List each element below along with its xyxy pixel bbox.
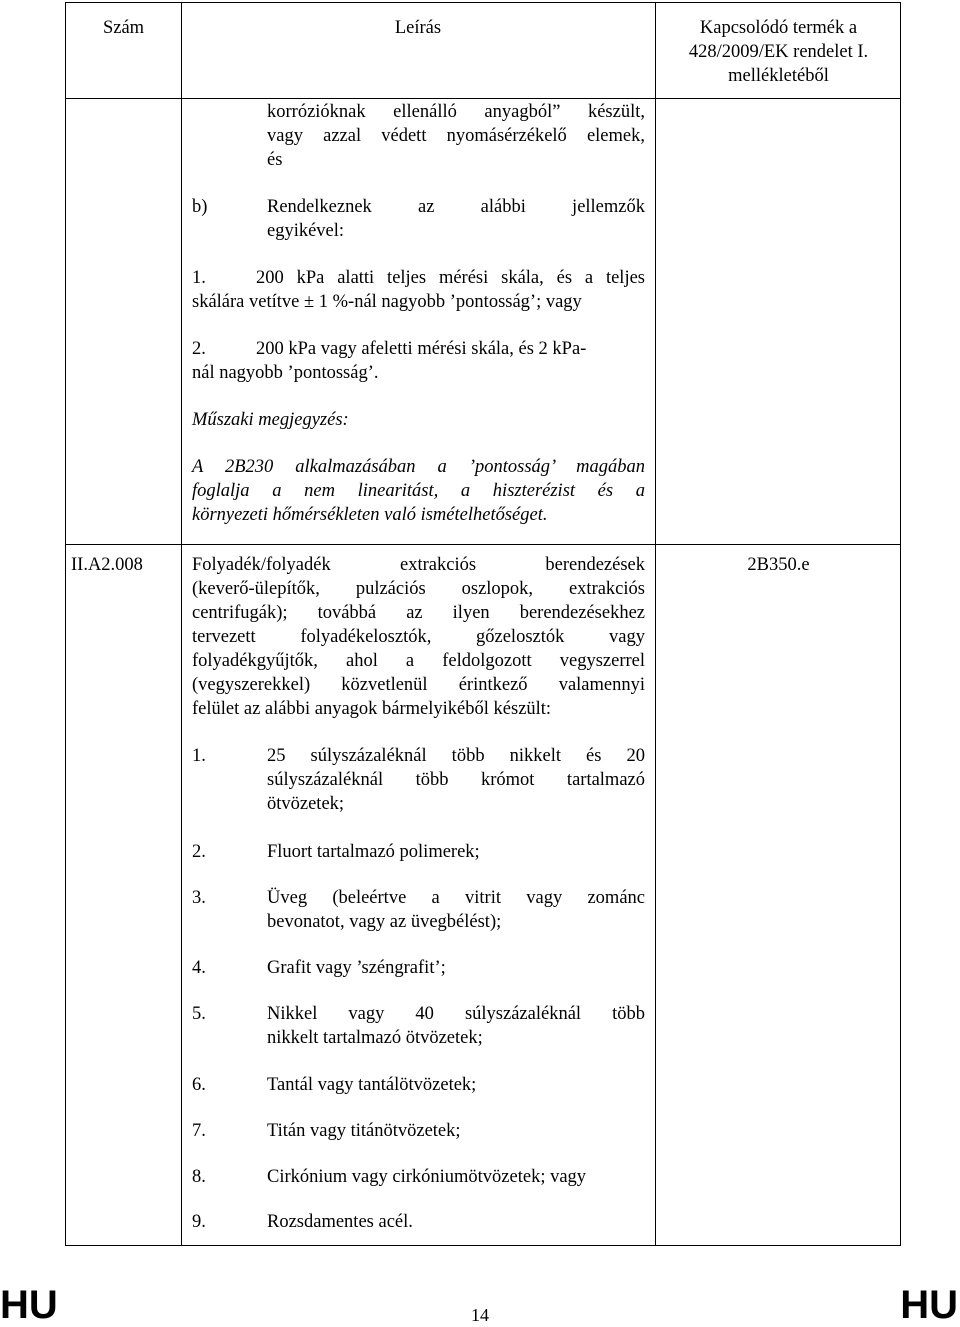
text-line: folyadékgyűjtők, ahol a feldolgozott vegyszerrel bbox=[192, 651, 645, 671]
header-related-line: 428/2009/EK rendelet I. bbox=[688, 42, 869, 62]
header-number: Szám bbox=[102, 18, 145, 38]
text-line: skálára vetítve ± 1 %-nál nagyobb ’pontosság’; vagy bbox=[192, 292, 582, 312]
text-line: felület az alábbi anyagok bármelyikéből készült: bbox=[192, 699, 552, 719]
header-description: Leírás bbox=[394, 18, 442, 38]
list-item-line: Fluort tartalmazó polimerek; bbox=[267, 842, 480, 862]
text-line: (keverő-ülepítők, pulzációs oszlopok, extrakciós bbox=[192, 579, 645, 599]
list-item-line: Tantál vagy tantálötvözetek; bbox=[267, 1075, 477, 1095]
list-item-label: 6. bbox=[192, 1075, 206, 1095]
list-item-label: 7. bbox=[192, 1121, 206, 1141]
list-label-2: 2. bbox=[192, 339, 206, 359]
header-divider bbox=[66, 98, 900, 99]
list-item-line: bevonatot, vagy az üvegbélést); bbox=[267, 912, 502, 932]
text-line: egyikével: bbox=[267, 221, 345, 241]
text-line: nál nagyobb ’pontosság’. bbox=[192, 363, 379, 383]
list-item-line: Rozsdamentes acél. bbox=[267, 1212, 413, 1232]
page-number: 14 bbox=[471, 1305, 489, 1325]
list-item-line: Nikkel vagy 40 súlyszázaléknál több bbox=[267, 1004, 645, 1024]
text-line: Folyadék/folyadék extrakciós berendezések bbox=[192, 555, 645, 575]
entry-number: II.A2.008 bbox=[71, 555, 143, 575]
technical-note-line: környezeti hőmérsékleten való ismételhetőséget. bbox=[192, 505, 548, 525]
list-item-label: 4. bbox=[192, 958, 206, 978]
list-item-line: Titán vagy titánötvözetek; bbox=[267, 1121, 461, 1141]
list-item-line: súlyszázaléknál több krómot tartalmazó bbox=[267, 770, 645, 790]
list-item-line: ötvözetek; bbox=[267, 794, 345, 814]
text-line: 200 kPa alatti teljes mérési skála, és a teljes bbox=[256, 268, 645, 288]
text-line: korrózióknak ellenálló anyagból” készült, bbox=[267, 102, 645, 122]
header-related-line: Kapcsolódó termék a bbox=[699, 18, 858, 38]
text-line: és bbox=[267, 150, 283, 170]
column-divider-1 bbox=[181, 3, 182, 1245]
list-label-b: b) bbox=[192, 197, 208, 217]
text-line: Rendelkeznek az alábbi jellemzők bbox=[267, 197, 645, 217]
text-line: centrifugák); továbbá az ilyen berendezésekhez bbox=[192, 603, 645, 623]
related-product-code: 2B350.e bbox=[747, 555, 810, 575]
list-item-label: 1. bbox=[192, 746, 206, 766]
text-line: tervezett folyadékelosztók, gőzelosztók vagy bbox=[192, 627, 645, 647]
list-item-label: 2. bbox=[192, 842, 206, 862]
list-label-1: 1. bbox=[192, 268, 206, 288]
technical-note-line: A 2B230 alkalmazásában a ’pontosság’ magában bbox=[192, 457, 645, 477]
technical-note-title: Műszaki megjegyzés: bbox=[192, 410, 349, 430]
list-item-line: Cirkónium vagy cirkóniumötvözetek; vagy bbox=[267, 1167, 587, 1187]
text-line: (vegyszerekkel) közvetlenül érintkező valamennyi bbox=[192, 675, 645, 695]
text-line: vagy azzal védett nyomásérzékelő elemek, bbox=[267, 126, 645, 146]
list-item-line: nikkelt tartalmazó ötvözetek; bbox=[267, 1028, 483, 1048]
list-item-label: 9. bbox=[192, 1212, 206, 1232]
text-line: 200 kPa vagy afeletti mérési skála, és 2 kPa- bbox=[256, 339, 587, 359]
technical-note-line: foglalja a nem linearitást, a hiszterézist és a bbox=[192, 481, 645, 501]
row-divider bbox=[66, 544, 900, 545]
list-item-line: Grafit vagy ’széngrafit’; bbox=[267, 958, 446, 978]
header-related-line: mellékletéből bbox=[728, 66, 829, 86]
regulation-table bbox=[65, 2, 901, 1246]
list-item-line: 25 súlyszázaléknál több nikkelt és 20 bbox=[267, 746, 645, 766]
list-item-line: Üveg (beleértve a vitrit vagy zománc bbox=[267, 888, 645, 908]
footer-language-left: HU bbox=[0, 1283, 58, 1327]
footer-language-right: HU bbox=[900, 1283, 958, 1327]
column-divider-2 bbox=[655, 3, 656, 1245]
list-item-label: 8. bbox=[192, 1167, 206, 1187]
list-item-label: 3. bbox=[192, 888, 206, 908]
list-item-label: 5. bbox=[192, 1004, 206, 1024]
